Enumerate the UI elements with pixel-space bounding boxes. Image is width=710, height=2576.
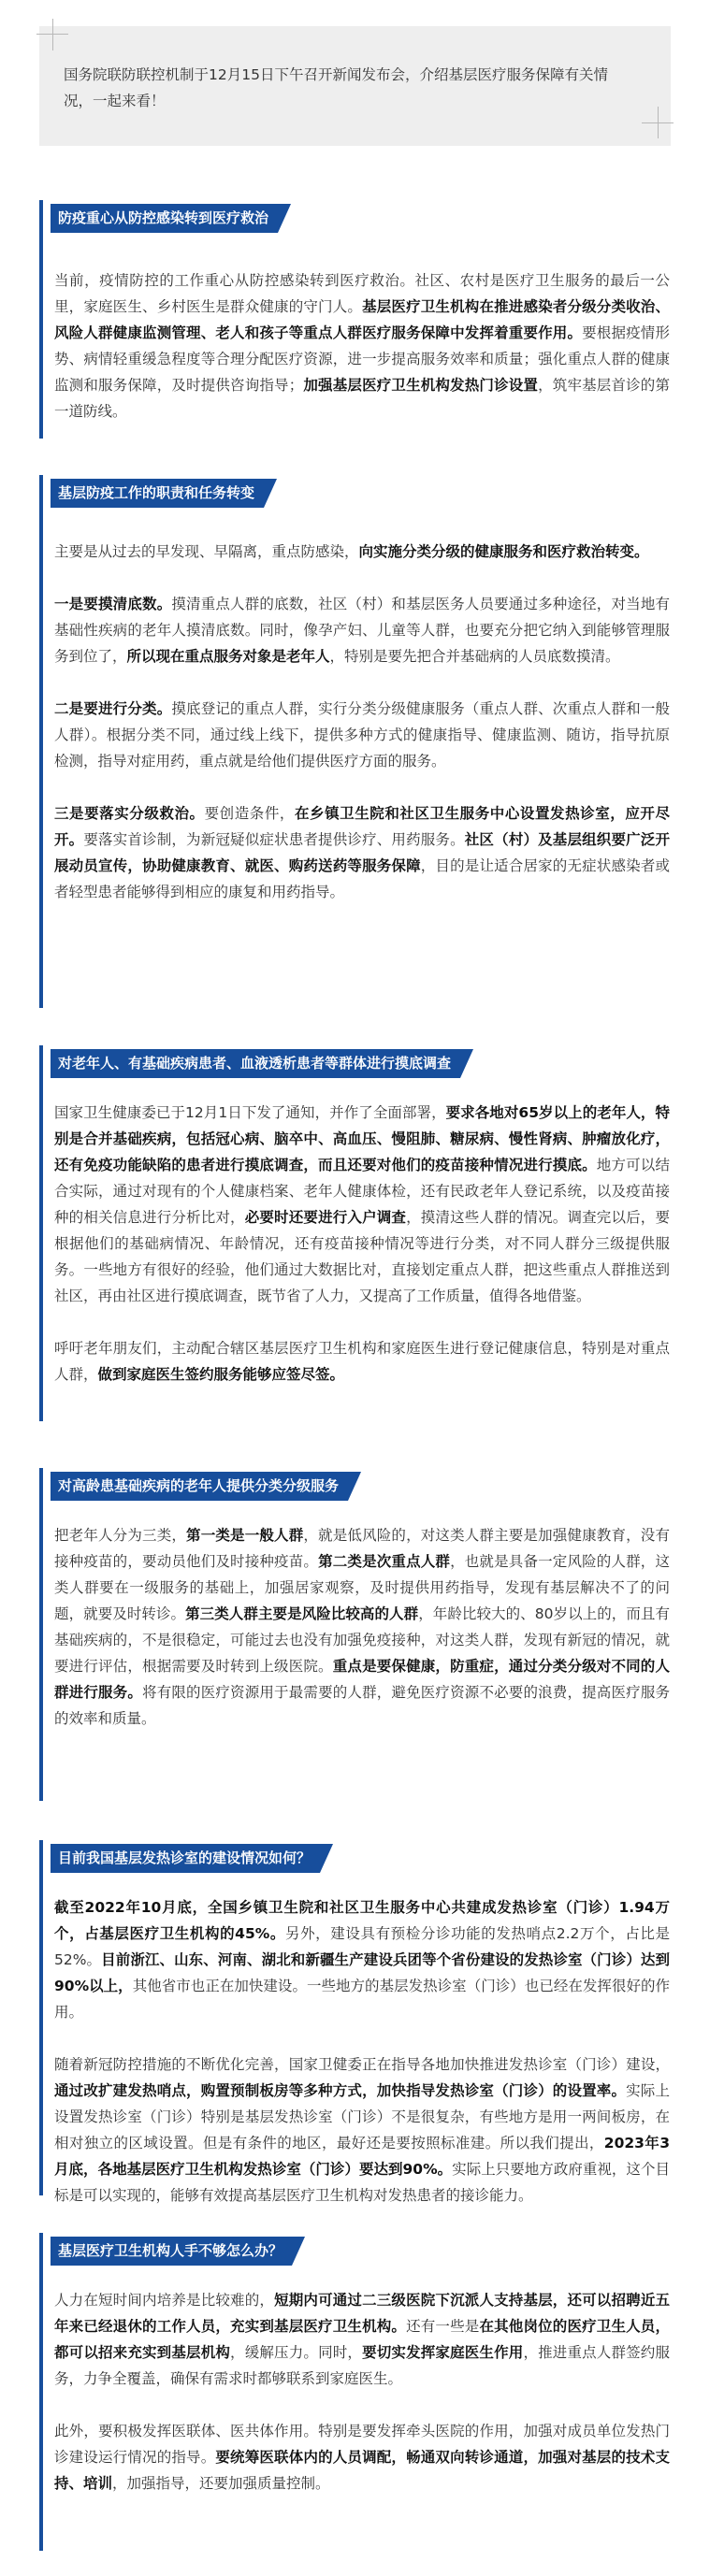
text-run: ，缓解压力。同时， (230, 2344, 363, 2361)
section-body (54, 539, 670, 931)
text-run: 其他省市也正在加快建设。一些地方的基层发热诊室（门诊）也已经在发挥很好的作用。 (54, 1978, 670, 2021)
section-title: 目前我国基层发热诊室的建设情况如何？ (51, 1844, 320, 1873)
bold-text: 2023年3月底，各地基层医疗卫生机构发热诊室（门诊）要达到90%。 (54, 2135, 670, 2178)
bold-text: 第二类是次重点人群 (318, 1553, 451, 1570)
bold-text: 二是要进行分类。 (54, 700, 172, 717)
section-staffing (39, 2233, 677, 2551)
text-run: 摸清重点人群的底数，社区（村）和基层医务人员要通过多种途径，对当地有基础性疾病的老年人摸清底数。同时，像孕产妇、儿童等人群，也要充分把它纳入到能够管理服务到位了， (54, 596, 670, 665)
bold-text: 要统筹医联体内的人员调配，畅通双向转诊通道，加强对基层的技术支持、培训 (54, 2449, 670, 2492)
paragraph (54, 1522, 670, 1732)
paragraph (54, 2051, 670, 2209)
bold-text: 短期内可通过二三级医院下沉派人支持基层，还可以招聘近五年来已经退休的工作人员，充实到基层医疗卫生机构。 (54, 2292, 670, 2335)
paragraph (54, 696, 670, 774)
section-body (54, 1522, 670, 1758)
section-duties-shift (39, 475, 677, 1008)
text-run: 还有一些是 (406, 2318, 480, 2335)
bold-text: 要求各地对65岁以上的老年人，特别是合并基础疾病，包括冠心病、脑卒中、高血压、慢阻肺、糖尿病、慢性肾病、肿瘤放化疗，还有免疫功能缺陷的患者进行摸底调查，而且还要对他们的疫苗接种情况进行摸底。 (54, 1104, 670, 1173)
text-run: ，目的是让适合居家的无症状感染者或者轻型患者能够得到相应的康复和用药指导。 (54, 857, 670, 900)
paragraph (54, 2418, 670, 2497)
paragraph (54, 2287, 670, 2392)
section-body (54, 1894, 670, 2235)
text-run: 国家卫生健康委已于12月1日下发了通知，并作了全面部署， (54, 1104, 446, 1121)
text-run: ，年龄比较大的、80岁以上的，而且有基础疾病的，不是很稳定，可能过去也没有加强免疫接种，对这类人群，发现有新冠的情况，就要进行评估，根据需要及时转到上级医院。 (54, 1605, 670, 1675)
bold-text: 通过改扩建发热哨点，购置预制板房等多种方式，加快指导发热诊室（门诊）的设置率。 (54, 2082, 627, 2099)
bold-text: 目前浙江、山东、河南、湖北和新疆生产建设兵团等个省份建设的发热诊室（门诊）达到90%以上， (54, 1951, 670, 1994)
section-epidemic-shift (39, 200, 677, 439)
bold-text: 加强基层医疗卫生机构发热门诊设置 (303, 377, 539, 394)
text-run: 人力在短时间内培养是比较难的， (54, 2292, 275, 2309)
section-title: 基层医疗卫生机构人手不够怎么办？ (51, 2237, 292, 2266)
bold-text: 一是要摸清底数。 (54, 596, 172, 612)
text-run: 当前，疫情防控的工作重心从防控感染转到医疗救治。社区、农村是医疗卫生服务的最后一公里，家庭医生、乡村医生是群众健康的守门人。 (54, 272, 670, 315)
text-run: 地方可以结合实际，通过对现有的个人健康档案、老年人健康体检，还有民政老年人登记系统，以及疫苗接种的相关信息进行分析比对， (54, 1157, 670, 1226)
paragraph (54, 1894, 670, 2025)
text-run: 随着新冠防控措施的不断优化完善，国家卫健委正在指导各地加快推进发热诊室（门诊）建设， (54, 2056, 670, 2073)
bold-text: 重点是要保健康，防重症，通过分类分级对不同的人群进行服务。 (54, 1658, 670, 1701)
text-run: 主要是从过去的早发现、早隔离，重点防感染， (54, 543, 359, 560)
paragraph (54, 267, 670, 425)
bold-text: 社区（村）及基层组织要广泛开展动员宣传，协助健康教育、就医、购药送药等服务保障 (54, 831, 670, 874)
bold-text: 所以现在重点服务对象是老年人 (126, 648, 330, 665)
bold-text: 第三类人群主要是风险比较高的人群 (185, 1605, 419, 1622)
text-run: 将有限的医疗资源用于最需要的人群，避免医疗资源不必要的浪费，提高医疗服务的效率和质量。 (54, 1684, 670, 1727)
text-run: ，推进重点人群签约服务，力争全覆盖，确保有需求时都够联系到家庭医生。 (54, 2344, 670, 2387)
intro-corner-top-left-v (52, 19, 53, 50)
section-title: 防疫重心从防控感染转到医疗救治 (51, 204, 278, 233)
text-run: ，摸清这些人群的情况。调查完以后，要根据他们的基础病情况、年龄情况，还有疫苗接种情况等进行分类，对不同人群分三级提供服务。一些地方有很好的经验，他们通过大数据比对，直接划定重点人群，把这些重点人群推送到社区，再由社区进行摸底调查，既节省了人力，又提高了工作质量，值得各地借鉴。 (54, 1209, 670, 1304)
text-run: ，特别是要先把合并基础病的人员底数摸清。 (329, 648, 620, 665)
bold-text: 截至2022年10月底，全国乡镇卫生院和社区卫生服务中心共建成发热诊室（门诊）1.94万个，占基层医疗卫生机构的45%。 (54, 1899, 670, 1942)
section-body (54, 2287, 670, 2523)
section-elderly-tiers (39, 1468, 677, 1801)
text-run: ，筑牢基层首诊的第一道防线。 (54, 377, 670, 420)
bold-text: 必要时还要进行入户调查 (244, 1209, 407, 1226)
section-screening (39, 1045, 677, 1421)
text-run: 另外，建设具有预检分诊功能的发热哨点2.2万个，占比是52%。 (54, 1925, 670, 1968)
text-run: ，也就是具备一定风险的人群，这类人群要在一级服务的基础上，加强居家观察，及时提供用药指导，发现有基层解决不了的问题，就要及时转诊。 (54, 1553, 670, 1622)
text-run: 要创造条件， (204, 805, 295, 822)
intro-corner-bottom-right-h (642, 122, 674, 123)
paragraph (54, 591, 670, 669)
section-body (54, 267, 670, 451)
section-body (54, 1100, 670, 1414)
bold-text: 向实施分类分级的健康服务和医疗救治转变。 (358, 543, 649, 560)
bold-text: 第一类是一般人群 (186, 1527, 304, 1544)
text-run: 摸底登记的重点人群，实行分类分级健康服务（重点人群、次重点人群和一般人群）。根据分类不同，通过线上线下，提供多种方式的健康指导、健康监测、随访，指导抗原检测，指导对症用药，重点就是给他们提供医疗方面的服务。 (54, 700, 670, 770)
section-title: 对高龄患基础疾病的老年人提供分类分级服务 (51, 1472, 348, 1501)
intro-text: 国务院联防联控机制于12月15日下午召开新闻发布会，介绍基层医疗服务保障有关情况，一起来看！ (64, 66, 608, 109)
section-title: 对老年人、有基础疾病患者、血液透析患者等群体进行摸底调查 (51, 1049, 460, 1078)
bold-text: 要切实发挥家庭医生作用 (362, 2344, 524, 2361)
text-run: ，就是低风险的，对这类人群主要是加强健康教育，没有接种疫苗的，要动员他们及时接种疫苗。 (54, 1527, 670, 1570)
text-run: 把老年人分为三类， (54, 1527, 187, 1544)
text-run: 实际上设置发热诊室（门诊）特别是基层发热诊室（门诊）不是很复杂，有些地方是用一两间板房，在相对独立的区域设置。但是有条件的地区，最好还是要按照标准建。所以我们提出， (54, 2082, 670, 2151)
section-fever-clinics (39, 1840, 677, 2204)
text-run: ，加强指导，还要加强质量控制。 (112, 2475, 330, 2492)
text-run: 要根据疫情形势、病情轻重缓急程度等合理分配医疗资源，进一步提高服务效率和质量；强化重点人群的健康监测和服务保障，及时提供咨询指导； (54, 324, 670, 394)
paragraph (54, 539, 670, 565)
intro-box (39, 26, 671, 146)
bold-text: 做到家庭医生签约服务能够应签尽签。 (97, 1366, 345, 1383)
paragraph (54, 1100, 670, 1309)
section-title: 基层防疫工作的职责和任务转变 (51, 479, 264, 508)
text-run: 要落实首诊制，为新冠疑似症状患者提供诊疗、用药服务。 (83, 831, 465, 848)
text-run: 实际上只要地方政府重视，这个目标是可以实现的，能够有效提高基层医疗卫生机构对发热患者的接诊能力。 (54, 2161, 670, 2204)
paragraph (54, 800, 670, 905)
bold-text: 在乡镇卫生院和社区卫生服务中心设置发热诊室，应开尽开。 (54, 805, 670, 848)
bold-text: 基层医疗卫生机构在推进感染者分级分类收治、风险人群健康监测管理、老人和孩子等重点人群医疗服务保障中发挥着重要作用。 (54, 298, 670, 341)
bold-text: 三是要落实分级救治。 (54, 805, 205, 822)
intro-corner-top-left-h (36, 34, 68, 35)
paragraph (54, 1335, 670, 1388)
text-run: 呼吁老年朋友们，主动配合辖区基层医疗卫生机构和家庭医生进行登记健康信息，特别是对重点人群， (54, 1340, 670, 1383)
text-run: 此外，要积极发挥医联体、医共体作用。特别是要发挥牵头医院的作用，加强对成员单位发热门诊建设运行情况的指导。 (54, 2423, 670, 2466)
bold-text: 在其他岗位的医疗卫生人员，都可以招来充实到基层机构 (54, 2318, 670, 2361)
